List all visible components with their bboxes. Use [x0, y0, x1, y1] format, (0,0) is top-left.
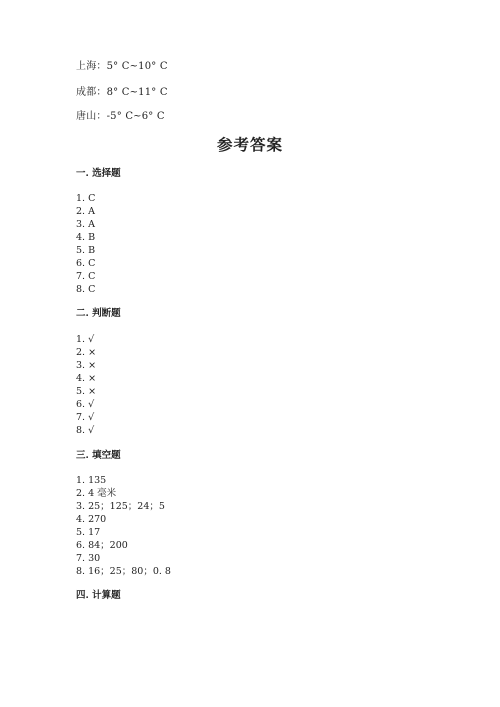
list-item: 7. √	[76, 412, 95, 423]
list-item: 7. 30	[76, 553, 101, 564]
list-item: 4. B	[76, 232, 96, 243]
section-heading-choice: 一. 选择题	[76, 168, 121, 179]
list-item: 7. C	[76, 271, 96, 282]
list-item: 8. √	[76, 425, 95, 436]
list-item: 5. 17	[76, 527, 101, 538]
fill-blank-answer-list	[76, 474, 171, 578]
temperature-tangshan: 唐山：-5° C~6° C	[76, 111, 165, 122]
choice-answer-list	[76, 192, 95, 296]
list-item: 4. 270	[76, 514, 107, 525]
section-heading-calculation: 四. 计算题	[76, 590, 121, 601]
list-item: 5. B	[76, 245, 96, 256]
list-item: 3. ×	[76, 360, 97, 371]
list-item: 1. 135	[76, 475, 107, 486]
list-item: 2. A	[76, 206, 95, 217]
section-heading-fill-blank: 三. 填空题	[76, 450, 121, 461]
judgment-answer-list	[76, 333, 96, 437]
list-item: 6. 84；200	[76, 540, 128, 551]
list-item: 4. ×	[76, 373, 97, 384]
list-item: 3. A	[76, 219, 95, 230]
list-item: 3. 25；125；24；5	[76, 501, 165, 512]
section-heading-judgment: 二. 判断题	[76, 308, 121, 319]
list-item: 1. C	[76, 193, 96, 204]
list-item: 8. 16；25；80；0. 8	[76, 566, 171, 577]
list-item: 6. C	[76, 258, 96, 269]
temperature-shanghai: 上海：5° C~10° C	[76, 61, 168, 72]
list-item: 1. √	[76, 334, 95, 345]
list-item: 5. ×	[76, 386, 97, 397]
list-item: 8. C	[76, 284, 96, 295]
list-item: 2. 4 毫米	[76, 488, 117, 499]
list-item: 6. √	[76, 399, 95, 410]
temperature-chengdu: 成都：8° C~11° C	[76, 87, 168, 98]
page-title: 参考答案	[216, 135, 283, 154]
list-item: 2. ×	[76, 347, 97, 358]
